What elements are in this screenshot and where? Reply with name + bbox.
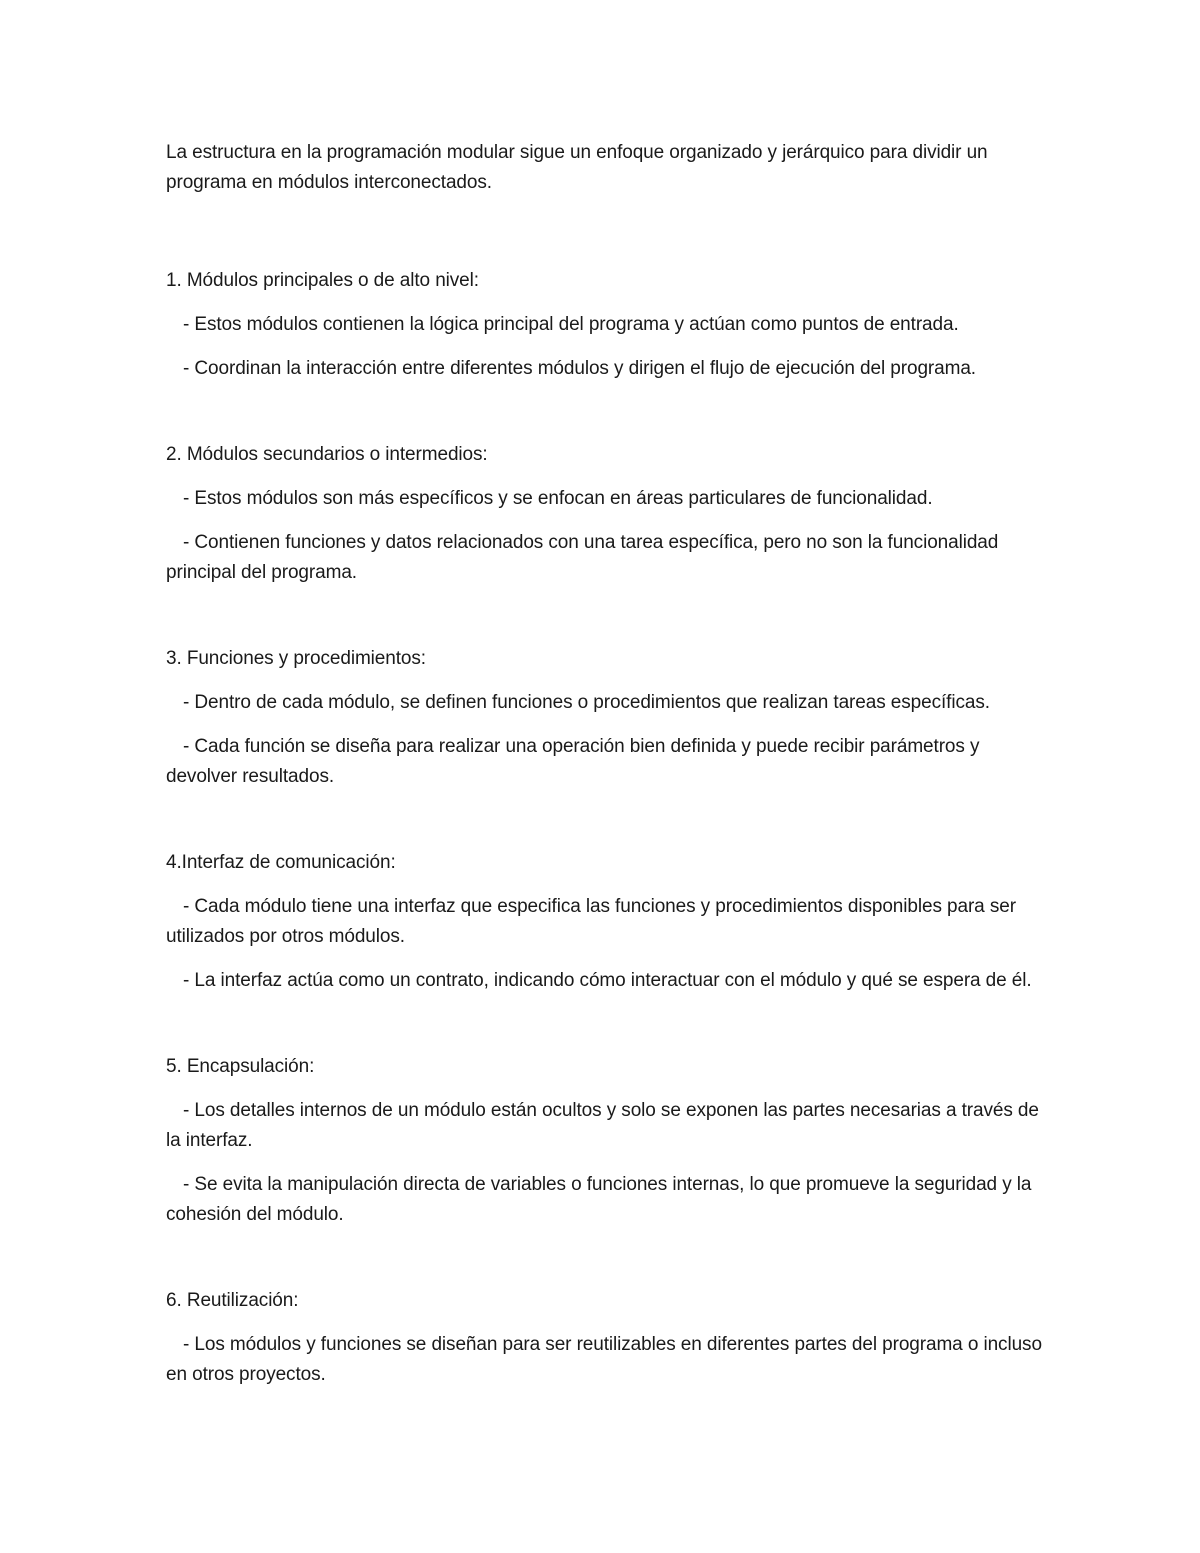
section-2 xyxy=(166,440,1046,588)
section-6 xyxy=(166,1286,1046,1390)
bullet-item: - Dentro de cada módulo, se definen funciones o procedimientos que realizan tareas específicas. xyxy=(183,692,990,713)
section-heading: 4.Interfaz de comunicación: xyxy=(166,852,396,873)
section-5 xyxy=(166,1052,1046,1230)
section-heading: 1. Módulos principales o de alto nivel: xyxy=(166,270,479,291)
bullet-item: - Cada función se diseña para realizar una operación bien definida y puede recibir parámetros y devolver resultados. xyxy=(166,736,980,787)
bullet-item: - Los detalles internos de un módulo están ocultos y solo se exponen las partes necesarias a través de la interfaz. xyxy=(166,1100,1039,1151)
section-1 xyxy=(166,266,1046,384)
bullet-item: - Contienen funciones y datos relacionados con una tarea específica, pero no son la funcionalidad principal del programa. xyxy=(166,532,999,583)
document-page xyxy=(166,138,1046,1404)
bullet-item: - La interfaz actúa como un contrato, indicando cómo interactuar con el módulo y qué se espera de él. xyxy=(183,970,1032,991)
section-3 xyxy=(166,644,1046,792)
section-heading: 3. Funciones y procedimientos: xyxy=(166,648,426,669)
bullet-item: - Estos módulos son más específicos y se enfocan en áreas particulares de funcionalidad. xyxy=(183,488,933,509)
bullet-item: - Coordinan la interacción entre diferentes módulos y dirigen el flujo de ejecución del programa. xyxy=(183,358,976,379)
bullet-item: - Los módulos y funciones se diseñan para ser reutilizables en diferentes partes del programa o incluso en otros proyectos. xyxy=(166,1334,1042,1385)
section-heading: 5. Encapsulación: xyxy=(166,1056,315,1077)
section-heading: 2. Módulos secundarios o intermedios: xyxy=(166,444,488,465)
section-heading: 6. Reutilización: xyxy=(166,1290,299,1311)
bullet-item: - Cada módulo tiene una interfaz que especifica las funciones y procedimientos disponibles para ser utilizados por otros módulos. xyxy=(166,896,1016,947)
bullet-item: - Estos módulos contienen la lógica principal del programa y actúan como puntos de entrada. xyxy=(183,314,959,335)
section-4 xyxy=(166,848,1046,996)
intro-paragraph: La estructura en la programación modular sigue un enfoque organizado y jerárquico para dividir un programa en módulos interconectados. xyxy=(166,142,988,193)
bullet-item: - Se evita la manipulación directa de variables o funciones internas, lo que promueve la seguridad y la cohesión del módulo. xyxy=(166,1174,1032,1225)
